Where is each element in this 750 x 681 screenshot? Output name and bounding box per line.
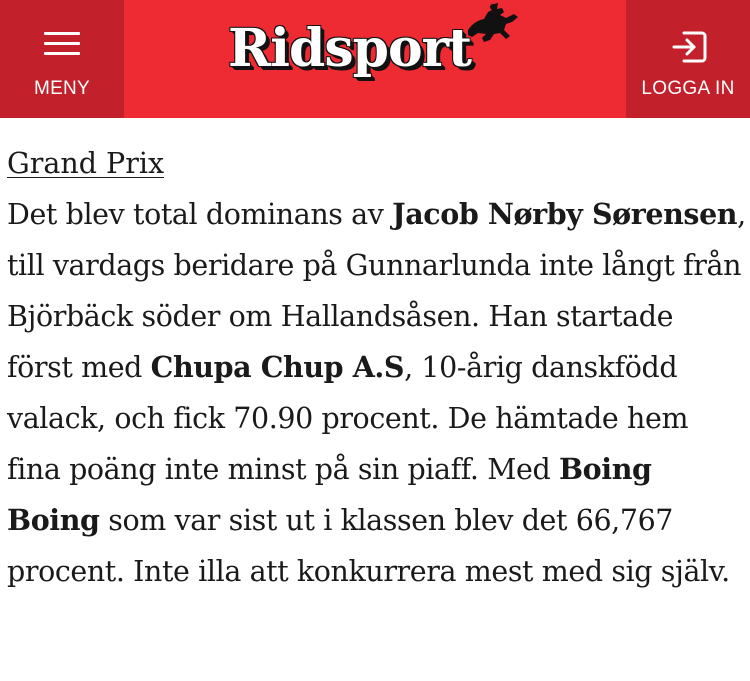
site-logo[interactable]: [220, 0, 530, 118]
menu-button[interactable]: [0, 0, 124, 118]
logo-wordmark: Ridsport: [228, 18, 472, 79]
article-paragraph: [7, 189, 747, 597]
text-segment: , 10-årig danskfödd valack, och fick 70.90 procent. De hämtade hem fina poäng inte minst på sin piaff. Med: [7, 351, 689, 486]
rider-name: Jacob Nørby Sørensen: [392, 197, 738, 231]
login-label: LOGGA IN: [641, 78, 735, 99]
text-segment: , till vardags beridare på Gunnarlunda inte långt från Björbäck söder om Hallandsåsen. Han startade först med: [7, 198, 746, 384]
article-body: [7, 138, 747, 597]
login-arrow-icon: [670, 27, 710, 67]
text-segment: Det blev total dominans av: [7, 198, 393, 231]
hamburger-icon: [44, 32, 80, 56]
horse-name: Boing Boing: [7, 452, 652, 537]
login-button[interactable]: [626, 0, 750, 118]
text-segment: som var sist ut i klassen blev det 66,767 procent. Inte illa att konkurrera mest med sig själv.: [7, 504, 730, 588]
horse-name: Chupa Chup A.S: [150, 350, 405, 384]
site-header: [0, 0, 750, 118]
section-link-grand-prix[interactable]: Grand Prix: [7, 147, 165, 180]
menu-label: MENY: [33, 78, 91, 99]
